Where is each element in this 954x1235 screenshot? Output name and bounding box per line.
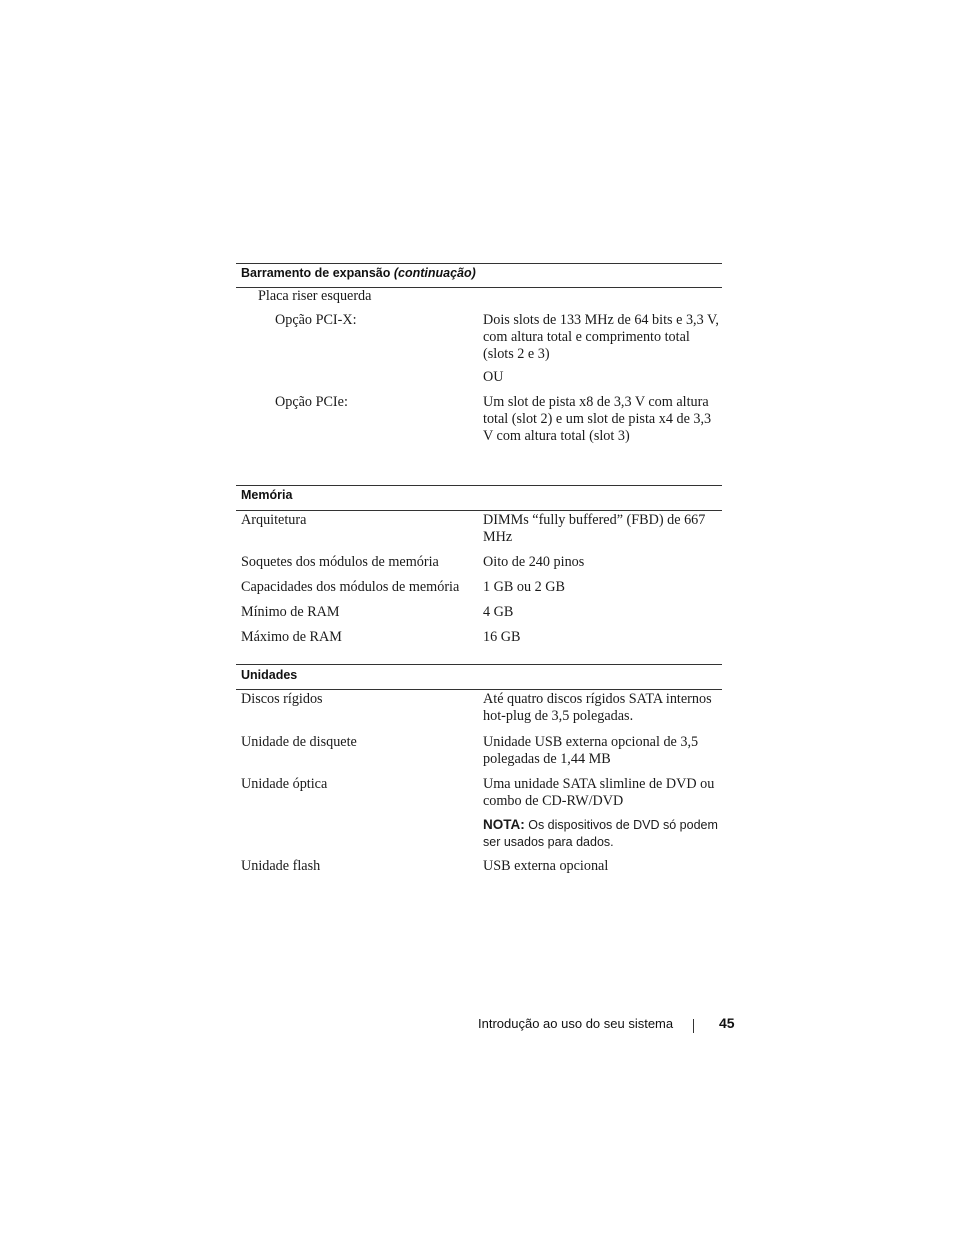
pcix-label: Opção PCI-X:: [275, 312, 357, 328]
section-top-rule: [236, 263, 722, 264]
or-text: OU: [483, 369, 504, 385]
section-title-memory: Memória: [241, 488, 293, 502]
memory-row-value: 4 GB: [483, 604, 514, 620]
pcix-value: Dois slots de 133 MHz de 64 bits e 3,3 V, com altura total e comprimento total (slots 2 e 3): [483, 312, 719, 362]
memory-row-label: Soquetes dos módulos de memória: [241, 554, 439, 570]
drives-row-value: Até quatro discos rígidos SATA internos hot-plug de 3,5 polegadas.: [483, 691, 712, 724]
memory-row-value: 16 GB: [483, 629, 521, 645]
section-top-rule: [236, 664, 722, 665]
drives-row-label: Unidade de disquete: [241, 734, 357, 750]
drives-row-value: USB externa opcional: [483, 858, 609, 874]
memory-row-value: DIMMs “fully buffered” (FBD) de 667 MHz: [483, 512, 706, 545]
memory-row-label: Mínimo de RAM: [241, 604, 340, 620]
expansion-title-suffix: (continuação): [393, 266, 476, 280]
section-top-rule: [236, 485, 722, 486]
dvd-note: [483, 816, 721, 851]
memory-row-label: Capacidades dos módulos de memória: [241, 579, 460, 595]
memory-row-value: 1 GB ou 2 GB: [483, 579, 565, 595]
memory-row-label: Máximo de RAM: [241, 629, 342, 645]
footer-chapter-title: Introdução ao uso do seu sistema: [478, 1016, 674, 1031]
page-number: 45: [719, 1015, 735, 1031]
section-header-rule: [236, 689, 722, 690]
drives-row-label: Discos rígidos: [241, 691, 323, 707]
note-text: Os dispositivos de DVD só podem ser usados para dados.: [483, 818, 718, 849]
section-title-drives: Unidades: [241, 668, 298, 682]
memory-row-label: Arquitetura: [241, 512, 307, 528]
section-title-expansion: [241, 265, 476, 281]
pcie-label: Opção PCIe:: [275, 394, 348, 410]
riser-label: Placa riser esquerda: [258, 288, 372, 304]
section-header-rule: [236, 510, 722, 511]
note-label: NOTA:: [483, 817, 525, 832]
pcie-value: Um slot de pista x8 de 3,3 V com altura total (slot 2) e um slot de pista x4 de 3,3 V com altura total (slot 3): [483, 394, 712, 444]
expansion-title: Barramento de expansão: [241, 266, 391, 280]
footer-separator: [693, 1019, 694, 1033]
memory-row-value: Oito de 240 pinos: [483, 554, 585, 570]
drives-row-value: Uma unidade SATA slimline de DVD ou combo de CD-RW/DVD: [483, 776, 715, 809]
drives-row-label: Unidade flash: [241, 858, 321, 874]
drives-row-label: Unidade óptica: [241, 776, 328, 792]
drives-row-value: Unidade USB externa opcional de 3,5 polegadas de 1,44 MB: [483, 734, 699, 767]
